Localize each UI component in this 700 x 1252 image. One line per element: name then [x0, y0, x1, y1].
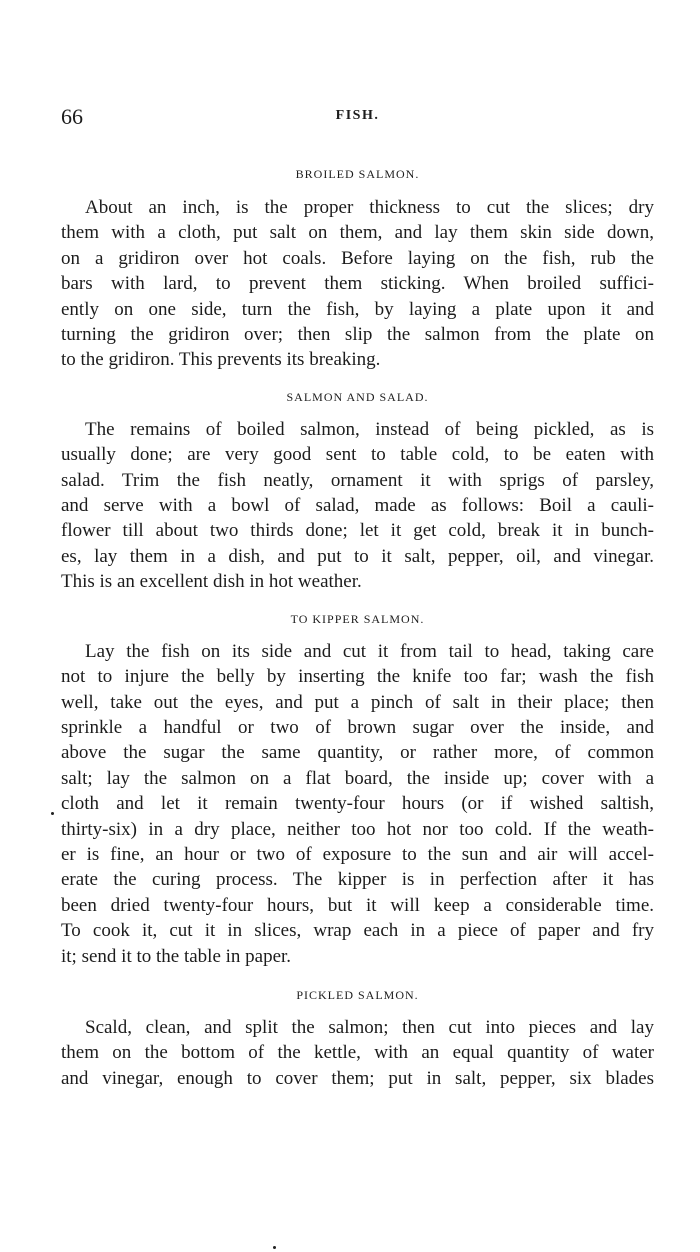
text-line: on a gridiron over hot coals. Before laying on the fish, rub the — [61, 247, 654, 269]
page-header — [61, 100, 654, 140]
text-line: salt; lay the salmon on a flat board, the inside up; cover with a — [61, 767, 654, 789]
text-line: them with a cloth, put salt on them, and lay them skin side down, — [61, 222, 654, 244]
text-line: es, lay them in a dish, and put to it salt, pepper, oil, and vinegar. — [61, 545, 654, 567]
recipe-heading: PICKLED SALMON. — [296, 987, 419, 1002]
text-line: been dried twenty-four hours, but it will keep a considerable time. — [61, 894, 654, 916]
text-line: and vinegar, enough to cover them; put in salt, pepper, six blades — [61, 1067, 654, 1089]
text-line: This is an excellent dish in hot weather. — [61, 571, 362, 593]
book-page — [61, 100, 654, 1091]
text-line: usually done; are very good sent to table cold, to be eaten with — [61, 444, 654, 466]
text-line: salad. Trim the fish neatly, ornament it with sprigs of parsley, — [61, 469, 654, 491]
recipe-body — [61, 417, 654, 595]
text-line: Scald, clean, and split the salmon; then cut into pieces and lay — [85, 1016, 654, 1038]
text-line: thirty-six) in a dry place, neither too hot nor too cold. If the weath- — [61, 818, 654, 840]
ink-speck — [51, 812, 54, 815]
text-line: it; send it to the table in paper. — [61, 945, 292, 967]
text-line: Lay the fish on its side and cut it from tail to head, taking care — [85, 640, 654, 662]
recipe-heading: BROILED SALMON. — [295, 167, 420, 181]
recipe-salmon-and-salad — [61, 390, 654, 595]
recipe-heading: SALMON AND SALAD. — [286, 389, 429, 404]
recipe-body — [61, 639, 654, 969]
text-line: well, take out the eyes, and put a pinch of salt in their place; then — [61, 691, 654, 713]
text-line: turning the gridiron over; then slip the salmon from the plate on — [61, 324, 654, 346]
text-line: About an inch, is the proper thickness to cut the slices; dry — [85, 197, 654, 218]
text-line: er is fine, an hour or two of exposure to the sun and air will accel- — [61, 843, 654, 865]
text-line: erate the curing process. The kipper is in perfection after it has — [61, 869, 654, 891]
text-line: bars with lard, to prevent them sticking. When broiled suffici- — [61, 273, 654, 295]
text-line: The remains of boiled salmon, instead of being pickled, as is — [85, 418, 654, 440]
running-title: FISH. — [335, 108, 380, 123]
text-line: sprinkle a handful or two of brown sugar over the inside, and — [61, 716, 654, 738]
text-line: to the gridiron. This prevents its breaking. — [61, 349, 381, 371]
text-line: To cook it, cut it in slices, wrap each in a piece of paper and fry — [61, 920, 654, 942]
text-line: ently on one side, turn the fish, by laying a plate upon it and — [61, 298, 654, 320]
ink-speck — [273, 1246, 276, 1249]
recipe-pickled-salmon — [61, 988, 654, 1091]
text-line: cloth and let it remain twenty-four hours (or if wished saltish, — [61, 793, 654, 815]
text-line: flower till about two thirds done; let it get cold, break it in bunch- — [61, 520, 654, 542]
text-line: and serve with a bowl of salad, made as follows: Boil a cauli- — [61, 495, 654, 517]
recipe-to-kipper-salmon — [61, 612, 654, 969]
recipe-heading: TO KIPPER SALMON. — [290, 611, 425, 626]
text-line: them on the bottom of the kettle, with an equal quantity of water — [61, 1042, 654, 1064]
text-line: above the sugar the same quantity, or rather more, of common — [61, 742, 654, 764]
recipe-body — [61, 195, 654, 373]
text-line: not to injure the belly by inserting the knife too far; wash the fish — [61, 666, 654, 688]
recipe-broiled-salmon — [61, 167, 654, 373]
page-number: 66 — [61, 104, 83, 129]
recipe-body — [61, 1015, 654, 1091]
